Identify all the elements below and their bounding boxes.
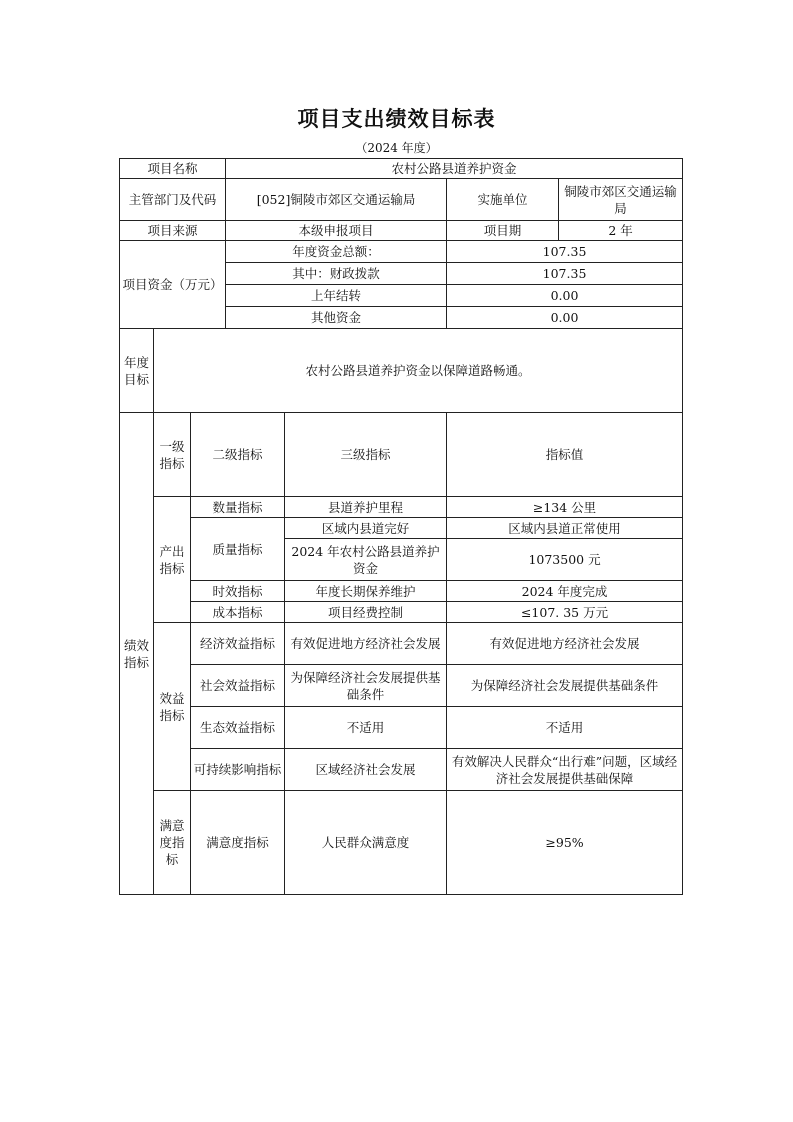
eco-l2: 生态效益指标 xyxy=(191,707,285,749)
quantity-l3: 县道养护里程 xyxy=(285,497,447,518)
cost-l3: 项目经费控制 xyxy=(285,602,447,623)
quality-l3: 2024 年农村公路县道养护资金 xyxy=(285,539,447,581)
social-l3: 为保障经济社会发展提供基础条件 xyxy=(285,665,447,707)
year-subtitle: （2024 年度） xyxy=(355,141,438,155)
quantity-l2: 数量指标 xyxy=(191,497,285,518)
table-row xyxy=(120,623,683,665)
project-name-label: 项目名称 xyxy=(120,159,226,179)
dept-label: 主管部门及代码 xyxy=(120,179,226,221)
social-value: 为保障经济社会发展提供基础条件 xyxy=(447,665,683,707)
table-row xyxy=(120,179,683,221)
economic-l2: 经济效益指标 xyxy=(191,623,285,665)
sustain-l2: 可持续影响指标 xyxy=(191,749,285,791)
benefit-label: 效益指标 xyxy=(154,623,191,791)
funds-carryover-label: 上年结转 xyxy=(226,285,447,307)
goal-label: 年度目标 xyxy=(120,329,154,413)
table-row xyxy=(120,665,683,707)
quality-value: 区域内县道正常使用 xyxy=(447,518,683,539)
performance-table xyxy=(119,158,683,895)
satisfaction-l2: 满意度指标 xyxy=(191,791,285,895)
table-row xyxy=(120,241,683,263)
table-row xyxy=(120,707,683,749)
sustain-l3: 区域经济社会发展 xyxy=(285,749,447,791)
page-title: 项目支出绩效目标表 xyxy=(297,107,496,131)
perf-label: 绩效指标 xyxy=(120,413,154,895)
time-l3: 年度长期保养维护 xyxy=(285,581,447,602)
eco-value: 不适用 xyxy=(447,707,683,749)
eco-l3: 不适用 xyxy=(285,707,447,749)
satisfaction-value: ≥95% xyxy=(447,791,683,895)
sustain-value: 有效解决人民群众“出行难”问题，区域经济社会发展提供基础保障 xyxy=(447,749,683,791)
economic-value: 有效促进地方经济社会发展 xyxy=(447,623,683,665)
funds-other-label: 其他资金 xyxy=(226,307,447,329)
satisfaction-l3: 人民群众满意度 xyxy=(285,791,447,895)
funds-fiscal-label: 其中：财政拨款 xyxy=(226,263,447,285)
quality-l3: 区域内县道完好 xyxy=(285,518,447,539)
quantity-value: ≥134 公里 xyxy=(447,497,683,518)
value-header: 指标值 xyxy=(447,413,683,497)
project-name-value: 农村公路县道养护资金 xyxy=(226,159,683,179)
source-value: 本级申报项目 xyxy=(226,221,447,241)
table-row xyxy=(120,518,683,539)
level3-header: 三级指标 xyxy=(285,413,447,497)
satisfaction-label: 满意度指标 xyxy=(154,791,191,895)
funds-other-value: 0.00 xyxy=(447,307,683,329)
table-row xyxy=(120,329,683,413)
time-l2: 时效指标 xyxy=(191,581,285,602)
table-row xyxy=(120,749,683,791)
quality-l2: 质量指标 xyxy=(191,518,285,581)
time-value: 2024 年度完成 xyxy=(447,581,683,602)
table-row xyxy=(120,221,683,241)
level2-header: 二级指标 xyxy=(191,413,285,497)
impl-label: 实施单位 xyxy=(447,179,559,221)
period-label: 项目期 xyxy=(447,221,559,241)
table-row xyxy=(120,413,683,497)
funds-label: 项目资金（万元） xyxy=(120,241,226,329)
economic-l3: 有效促进地方经济社会发展 xyxy=(285,623,447,665)
funds-total-value: 107.35 xyxy=(447,241,683,263)
output-label: 产出指标 xyxy=(154,497,191,623)
social-l2: 社会效益指标 xyxy=(191,665,285,707)
period-value: 2 年 xyxy=(559,221,683,241)
table-row xyxy=(120,602,683,623)
level1-header: 一级指标 xyxy=(154,413,191,497)
quality-value: 1073500 元 xyxy=(447,539,683,581)
goal-text: 农村公路县道养护资金以保障道路畅通。 xyxy=(154,329,683,413)
source-label: 项目来源 xyxy=(120,221,226,241)
cost-value: ≤107. 35 万元 xyxy=(447,602,683,623)
funds-total-label: 年度资金总额： xyxy=(226,241,447,263)
impl-value: 铜陵市郊区交通运输局 xyxy=(559,179,683,221)
table-row xyxy=(120,497,683,518)
dept-value: [052]铜陵市郊区交通运输局 xyxy=(226,179,447,221)
table-row xyxy=(120,791,683,895)
funds-fiscal-value: 107.35 xyxy=(447,263,683,285)
table-row xyxy=(120,581,683,602)
cost-l2: 成本指标 xyxy=(191,602,285,623)
table-row xyxy=(120,159,683,179)
funds-carryover-value: 0.00 xyxy=(447,285,683,307)
